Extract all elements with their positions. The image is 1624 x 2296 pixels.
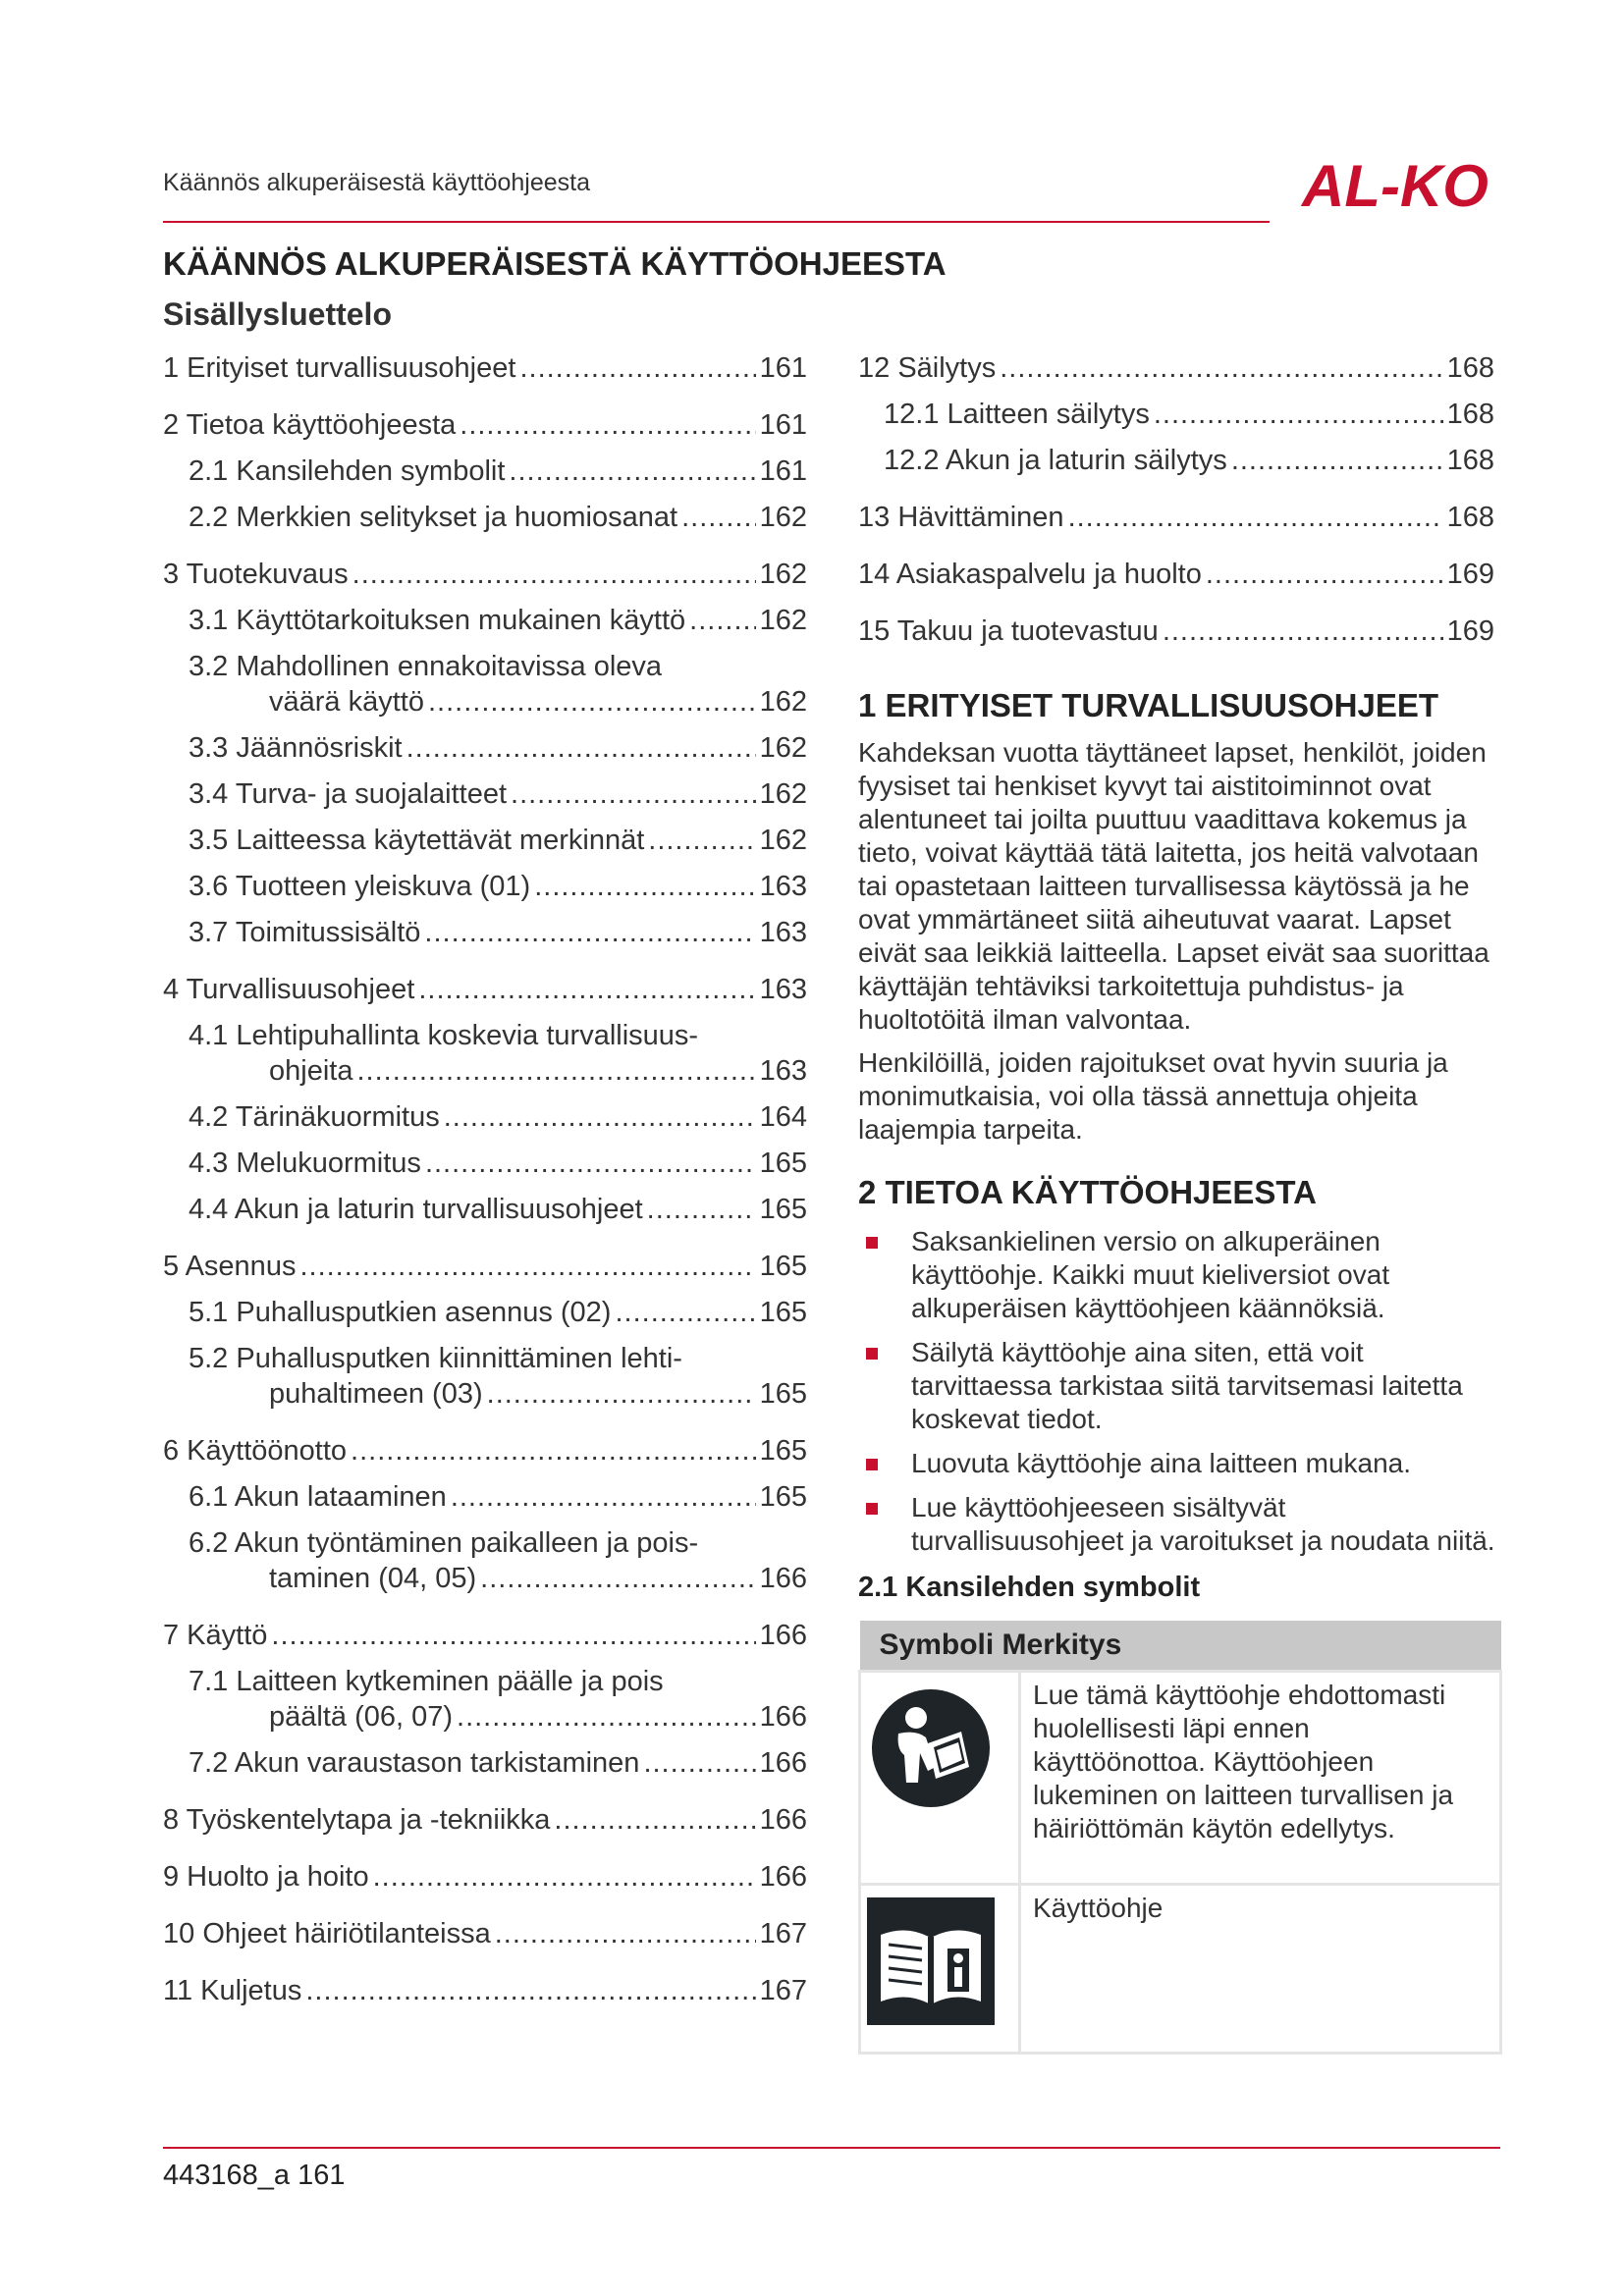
footer-divider [163,2147,1500,2149]
table-cell [860,1672,1020,1885]
bullet-square-icon [866,1503,878,1515]
toc-entry[interactable]: 3.5 Laitteessa käytettävät merkinnät ..... 162 [163,823,807,858]
symbol-table [858,1621,1502,2055]
toc-entry[interactable]: 4.3 Melukuormitus ..... 165 [163,1146,807,1181]
toc-entry[interactable]: 14 Asiakaspalvelu ja huolto ..... 169 [858,557,1494,592]
toc-entry[interactable]: 3.1 Käyttötarkoituksen mukainen käyttö ..... 162 [163,603,807,638]
toc-entry[interactable]: 1 Erityiset turvallisuusohjeet ..... 161 [163,350,807,386]
table-cell: Lue tämä käyttöohje ehdottomasti huolellisesti läpi ennen käyttöönottoa. Käyttöohjeen lukeminen on laitteen turvallisen ja häiriöttömän käytön edellytys. [1020,1672,1501,1885]
section-heading: 2 TIETOA KÄYTTÖOHJEESTA [858,1174,1317,1210]
bullet-square-icon [866,1237,878,1249]
toc-entry[interactable]: 5.1 Puhallusputkien asennus (02) ..... 165 [163,1295,807,1330]
toc-entry[interactable]: 4.2 Tärinäkuormitus ..... 164 [163,1099,807,1135]
toc-entry[interactable]: 3.6 Tuotteen yleiskuva (01) ..... 163 [163,869,807,904]
table-row [860,1672,1501,1885]
toc-entry[interactable]: 3.4 Turva- ja suojalaitteet ..... 162 [163,776,807,812]
toc-entry[interactable]: 12 Säilytys ..... 168 [858,350,1494,386]
section-safety [858,687,1496,1147]
toc-entry[interactable]: 6.1 Akun lataaminen ..... 165 [163,1479,807,1515]
toc-entry[interactable]: 8 Työskentelytapa ja -tekniikka ..... 166 [163,1802,807,1838]
toc-entry[interactable]: 9 Huolto ja hoito ..... 166 [163,1859,807,1895]
toc-entry[interactable]: 12.1 Laitteen säilytys ..... 168 [858,397,1494,432]
toc-title: Sisällysluettelo [163,296,392,332]
subsection-heading: 2.1 Kansilehden symbolit [858,1572,1201,1603]
list-item: Luovuta käyttöohje aina laitteen mukana. [858,1447,1496,1480]
alko-logo [1288,155,1502,214]
bullet-square-icon [866,1348,878,1360]
section-heading: 1 ERITYISET TURVALLISUUSOHJEET [858,687,1439,723]
toc-entry[interactable]: 15 Takuu ja tuotevastuu ..... 169 [858,614,1494,649]
toc-entry[interactable]: 2.2 Merkkien selitykset ja huomiosanat ..... 162 [163,500,807,535]
toc-entry[interactable]: 4.4 Akun ja laturin turvallisuusohjeet ..... 165 [163,1192,807,1227]
toc-right-column [858,350,1494,660]
paragraph: Kahdeksan vuotta täyttäneet lapset, henkilöt, joiden fyysiset tai henkiset kyvyt tai aistitoiminnot ovat alentuneet tai joilta puuttuu vaadittava kokemus ja tieto, voivat käyttää tätä laitetta, jos heitä valvotaan tai opastetaan laitteen turvallisessa käytössä ja he ovat ymmärtäneet siitä aiheutuvat vaarat. Lapset eivät saa leikkiä laitteella. Lapset eivät saa suorittaa käyttäjän tehtäviksi tarkoitettuja puhdistus- ja huoltotöitä ilman valvontaa. [858,737,1489,1035]
toc-entry[interactable]: 7.1 Laitteen kytkeminen päälle ja pois päältä (06, 07) ..... 166 [163,1664,807,1735]
toc-entry[interactable]: 4.1 Lehtipuhallinta koskevia turvallisuus- ohjeita ..... 163 [163,1018,807,1089]
header-divider [163,221,1270,223]
toc-entry[interactable]: 13 Hävittäminen ..... 168 [858,500,1494,535]
toc-entry[interactable]: 11 Kuljetus ..... 167 [163,1973,807,2008]
toc-entry[interactable]: 7 Käyttö ..... 166 [163,1618,807,1653]
paragraph: Henkilöillä, joiden rajoitukset ovat hyvin suuria ja monimutkaisia, voi olla tässä annettuja ohjeita laajempia tarpeita. [858,1047,1448,1145]
page-footer: 443168_a 161 [163,2160,346,2191]
manual-info-icon [867,1897,995,2025]
toc-entry[interactable]: 5.2 Puhallusputken kiinnittäminen lehti- puhaltimeen (03) ..... 165 [163,1341,807,1412]
bullet-square-icon [866,1459,878,1470]
toc-entry[interactable]: 2.1 Kansilehden symbolit ..... 161 [163,454,807,489]
toc-left-column [163,350,807,2019]
bullet-list [858,1225,1496,1558]
table-row [860,1885,1501,2054]
toc-entry[interactable]: 10 Ohjeet häiriötilanteissa ..... 167 [163,1916,807,1951]
toc-entry[interactable]: 12.2 Akun ja laturin säilytys ..... 168 [858,443,1494,478]
svg-text:AL-KO: AL-KO [1302,155,1489,214]
list-item: Saksankielinen versio on alkuperäinen käyttöohje. Kaikki muut kieliversiot ovat alkuperäisen käyttöohjeen käännöksiä. [858,1225,1496,1325]
table-cell: Käyttöohje [1020,1885,1501,2054]
toc-entry[interactable]: 3.3 Jäännösriskit ..... 162 [163,730,807,766]
running-head: Käännös alkuperäisestä käyttöohjeesta [163,169,591,196]
table-cell [860,1885,1020,2054]
section-about-manual [858,1174,1496,1604]
toc-entry[interactable]: 5 Asennus ..... 165 [163,1249,807,1284]
toc-entry[interactable]: 3.7 Toimitussisältö ..... 163 [163,915,807,950]
toc-entry[interactable]: 4 Turvallisuusohjeet ..... 163 [163,972,807,1007]
list-item: Säilytä käyttöohje aina siten, että voit tarvittaessa tarkistaa siitä tarvitsemasi laitetta koskevat tiedot. [858,1336,1496,1436]
document-title: KÄÄNNÖS ALKUPERÄISESTÄ KÄYTTÖOHJEESTA [163,245,947,282]
toc-entry[interactable]: 7.2 Akun varaustason tarkistaminen ..... 166 [163,1745,807,1781]
toc-entry[interactable]: 3.2 Mahdollinen ennakoitavissa oleva väärä käyttö ..... 162 [163,649,807,720]
toc-entry[interactable]: 6 Käyttöönotto ..... 165 [163,1433,807,1468]
table-header: Symboli Merkitys [860,1621,1501,1672]
read-manual-icon [867,1684,995,1812]
toc-entry[interactable]: 6.2 Akun työntäminen paikalleen ja pois- taminen (04, 05) ..... 166 [163,1525,807,1596]
toc-entry[interactable]: 2 Tietoa käyttöohjeesta ..... 161 [163,407,807,443]
toc-entry[interactable]: 3 Tuotekuvaus ..... 162 [163,557,807,592]
list-item: Lue käyttöohjeeseen sisältyvät turvallisuusohjeet ja varoitukset ja noudata niitä. [858,1491,1496,1558]
